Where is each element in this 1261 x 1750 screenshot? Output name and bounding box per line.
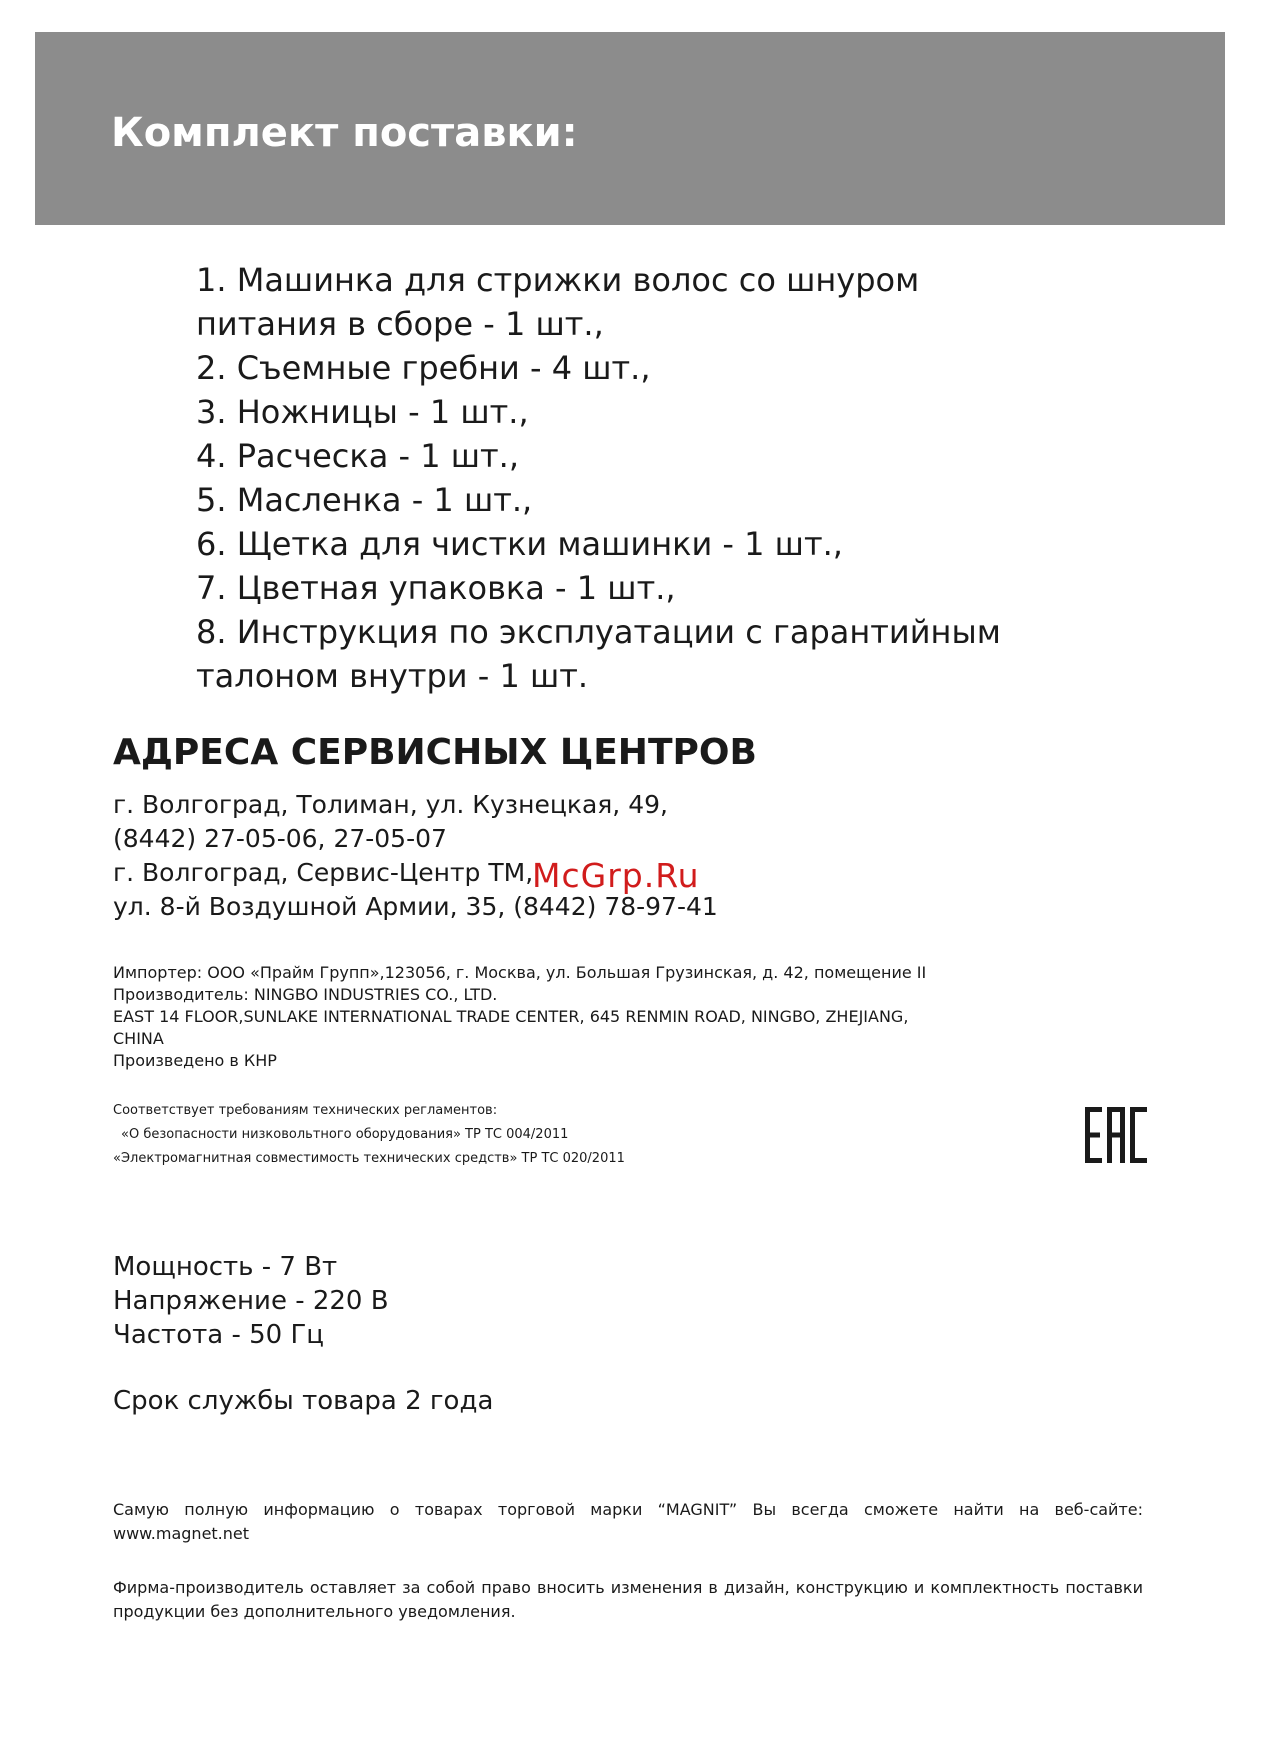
eac-mark-icon: [1085, 1107, 1147, 1163]
watermark: McGrp.Ru: [532, 856, 700, 895]
importer-line: EAST 14 FLOOR,SUNLAKE INTERNATIONAL TRADE CENTER, 645 RENMIN ROAD, NINGBO, ZHEJIANG,: [113, 1007, 909, 1026]
importer-line: Импортер: ООО «Прайм Групп»,123056, г. Москва, ул. Большая Грузинская, д. 42, помещение II: [113, 963, 927, 982]
spec-line: Частота - 50 Гц: [113, 1320, 324, 1350]
service-centers-heading: АДРЕСА СЕРВИСНЫХ ЦЕНТРОВ: [113, 732, 757, 773]
list-item: 1. Машинка для стрижки волос со шнуром: [196, 261, 920, 299]
page-title: Комплект поставки:: [111, 110, 578, 156]
importer-line: Произведено в КНР: [113, 1051, 277, 1070]
list-item: 2. Съемные гребни - 4 шт.,: [196, 349, 651, 387]
spec-line: Мощность - 7 Вт: [113, 1252, 338, 1282]
importer-info: [113, 962, 926, 1072]
list-item: 7. Цветная упаковка - 1 шт.,: [196, 569, 676, 607]
section-header-banner: [35, 32, 1225, 225]
service-life: Срок службы товара 2 года: [113, 1386, 494, 1416]
list-item: 3. Ножницы - 1 шт.,: [196, 393, 529, 431]
brand-info-text: Самую полную информацию о товарах торговой марки “MAGNIT” Вы всегда сможете найти на веб-сайте: www.magnet.net: [113, 1500, 1143, 1543]
address-line: г. Волгоград, Сервис-Центр ТМ,: [113, 858, 534, 887]
technical-specs: [113, 1250, 389, 1352]
spec-line: Напряжение - 220 В: [113, 1286, 389, 1316]
compliance-line: Соответствует требованиям технических регламентов:: [113, 1103, 498, 1118]
kit-contents-list: [196, 258, 1001, 698]
compliance-line: «О безопасности низковольтного оборудования» ТР ТС 004/2011: [121, 1127, 569, 1142]
importer-line: CHINA: [113, 1029, 164, 1048]
address-line: (8442) 27-05-06, 27-05-07: [113, 824, 447, 853]
list-item: 5. Масленка - 1 шт.,: [196, 481, 533, 519]
address-line: ул. 8-й Воздушной Армии, 35, (8442) 78-97-41: [113, 892, 718, 921]
list-item: питания в сборе - 1 шт.,: [196, 305, 604, 343]
list-item: талоном внутри - 1 шт.: [196, 657, 589, 695]
compliance-line: «Электромагнитная совместимость технических средств» ТР ТС 020/2011: [113, 1151, 625, 1166]
list-item: 6. Щетка для чистки машинки - 1 шт.,: [196, 525, 843, 563]
disclaimer-text: Фирма-производитель оставляет за собой право вносить изменения в дизайн, конструкцию и комплектность поставки продукции без дополнительного уведомления.: [113, 1578, 1143, 1621]
address-line: г. Волгоград, Толиман, ул. Кузнецкая, 49,: [113, 790, 668, 819]
compliance-info: [113, 1099, 625, 1171]
list-item: 4. Расческа - 1 шт.,: [196, 437, 520, 475]
importer-line: Производитель: NINGBO INDUSTRIES CO., LTD.: [113, 985, 498, 1004]
list-item: 8. Инструкция по эксплуатации с гарантийным: [196, 613, 1001, 651]
